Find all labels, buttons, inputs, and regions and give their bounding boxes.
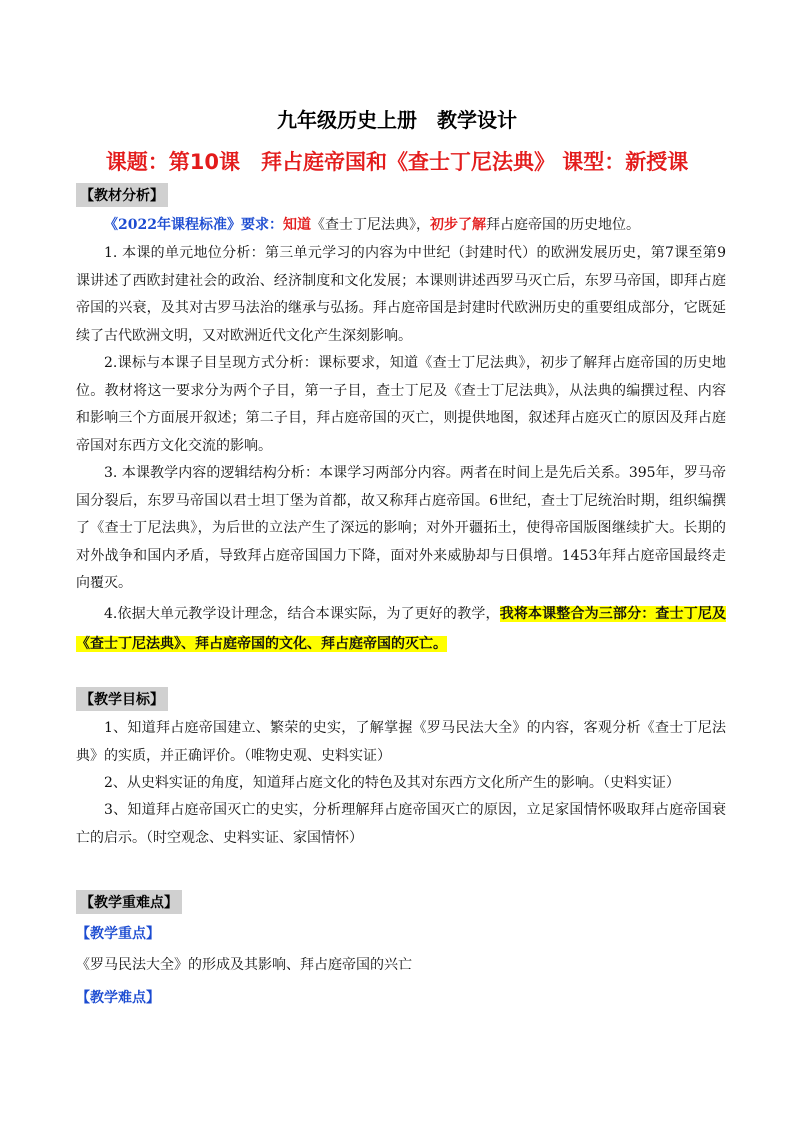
teaching-focus-label: 【教学重点】	[76, 926, 160, 942]
standard-know: 知道	[282, 217, 311, 233]
standard-text-1: 《查士丁尼法典》，	[310, 217, 430, 233]
section-tag-analysis: 【教材分析】	[76, 183, 168, 207]
standard-prelim: 初步了解	[429, 217, 486, 233]
standard-text-2: 拜占庭帝国的历史地位。	[485, 217, 640, 233]
teaching-focus-text: 《罗马民法大全》的形成及其影响、拜占庭帝国的兴亡	[76, 957, 412, 973]
goal-3: 3、知道拜占庭帝国灭亡的史实，分析理解拜占庭帝国灭亡的原因，立足家国情怀吸取拜占庭帝国衰亡的启示。（时空观念、史料实证、家国情怀）	[76, 802, 726, 846]
section-tag-key-points: 【教学重难点】	[76, 890, 182, 914]
analysis-paragraph-3: 3. 本课教学内容的逻辑结构分析：本课学习两部分内容。两者在时间上是先后关系。395年，罗马帝国分裂后，东罗马帝国以君士坦丁堡为首都，故又称拜占庭帝国。6世纪，查士丁尼统治时期，组织编撰了《查士丁尼法典》，为后世的立法产生了深远的影响；对外开疆拓土，使得帝国版图继续扩大。长期的对外战争和国内矛盾，导致拜占庭帝国国力下降，面对外来威胁却与日俱增。1453年拜占庭帝国最终走向覆灭。	[76, 465, 726, 591]
goal-1: 1、知道拜占庭帝国建立、繁荣的史实，了解掌握《罗马民法大全》的内容，客观分析《查士丁尼法典》的实质，并正确评价。（唯物史观、史料实证）	[76, 720, 726, 764]
paragraph-4-text: 4.依据大单元教学设计理念，结合本课实际，为了更好的教学，	[104, 606, 500, 622]
paragraph-4-highlight: 我将本课整合为三部分：查士丁尼及《查士丁尼法典》、拜占庭帝国的文化、拜占庭帝国的灭亡。	[76, 606, 727, 652]
standard-label: 《2022年课程标准》要求：	[104, 217, 283, 233]
analysis-paragraph-1: 1. 本课的单元地位分析：第三单元学习的内容为中世纪（封建时代）的欧洲发展历史，第7课至第9课讲述了西欧封建社会的政治、经济制度和文化发展；本课则讲述西罗马灭亡后，东罗马帝国，即拜占庭帝国的兴衰，及其对古罗马法治的继承与弘扬。拜占庭帝国是封建时代欧洲历史的重要组成部分，它既延续了古代欧洲文明，又对欧洲近代文化产生深刻影响。	[76, 245, 726, 344]
goal-2: 2、从史料实证的角度，知道拜占庭文化的特色及其对东西方文化所产生的影响。（史料实证）	[104, 775, 680, 791]
section-tag-goals: 【教学目标】	[76, 687, 168, 711]
analysis-paragraph-4	[76, 599, 726, 659]
page-title: 九年级历史上册 教学设计	[277, 108, 517, 132]
lesson-subtitle: 课题：第10课 拜占庭帝国和《查士丁尼法典》 课型：新授课	[105, 150, 689, 174]
analysis-paragraph-2: 2.课标与本课子目呈现方式分析：课标要求，知道《查士丁尼法典》，初步了解拜占庭帝国的历史地位。教材将这一要求分为两个子目，第一子目，查士丁尼及《查士丁尼法典》，从法典的编撰过程、内容和影响三个方面展开叙述；第二子目，拜占庭帝国的灭亡，则提供地图，叙述拜占庭灭亡的原因及拜占庭帝国对东西方文化交流的影响。	[76, 355, 726, 454]
curriculum-standard-line	[76, 212, 726, 240]
teaching-difficulty-label: 【教学难点】	[76, 990, 160, 1006]
